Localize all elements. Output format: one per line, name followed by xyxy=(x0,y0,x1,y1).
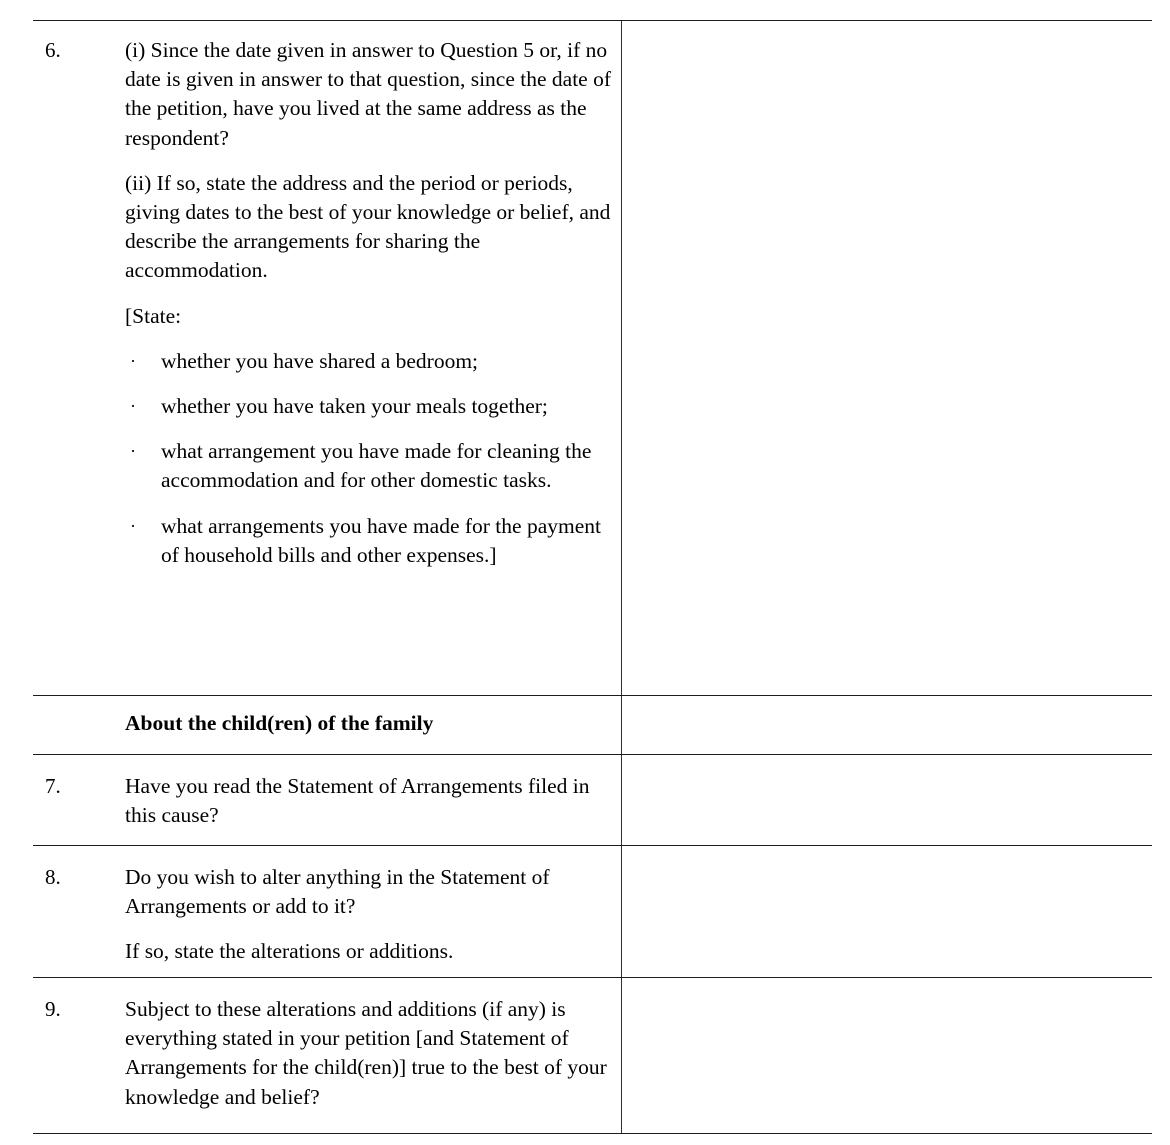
question-number: 7. xyxy=(45,774,61,798)
question-bullet-list xyxy=(125,347,615,570)
table-row-question-8 xyxy=(33,845,1152,977)
bullet-point-icon: · xyxy=(130,515,136,536)
answer-area[interactable] xyxy=(633,695,1152,754)
question-paragraph: Subject to these alterations and additions (if any) is everything stated in your petition [and Statement of Arrangements for the child(ren)] true to the best of your knowledge and belief? xyxy=(125,997,607,1109)
list-item-label: what arrangements you have made for the payment of household bills and other expenses.] xyxy=(161,513,601,567)
bullet-point-icon: · xyxy=(130,441,136,462)
table-row-question-9 xyxy=(33,977,1152,1133)
answer-area[interactable] xyxy=(633,754,1152,845)
question-text xyxy=(125,772,615,830)
answer-area[interactable] xyxy=(633,20,1152,695)
list-item-label: what arrangement you have made for cleaning the accommodation and for other domestic tasks. xyxy=(161,439,592,493)
list-item-label: whether you have shared a bedroom; xyxy=(161,348,479,373)
bullet-point-icon: · xyxy=(130,350,136,371)
question-text xyxy=(125,863,615,967)
list-item xyxy=(125,347,615,376)
question-paragraph: Do you wish to alter anything in the Statement of Arrangements or add to it? xyxy=(125,865,550,919)
list-item xyxy=(125,512,615,570)
table-row-question-7 xyxy=(33,754,1152,845)
question-paragraph: (i) Since the date given in answer to Question 5 or, if no date is given in answer to that question, since the date of the petition, have you lived at the same address as the respondent? xyxy=(125,38,612,150)
question-text xyxy=(125,36,615,570)
question-text xyxy=(125,995,615,1112)
question-paragraph: [State: xyxy=(125,303,182,328)
question-paragraph: If so, state the alterations or additions. xyxy=(125,939,454,964)
question-paragraph: Have you read the Statement of Arrangements filed in this cause? xyxy=(125,774,590,828)
list-item xyxy=(125,392,615,421)
question-number: 9. xyxy=(45,997,61,1021)
table-row-question-6 xyxy=(33,20,1152,695)
table-row-section-heading xyxy=(33,695,1152,754)
question-paragraph: (ii) If so, state the address and the period or periods, giving dates to the best of your knowledge or belief, and describe the arrangements for sharing the accommodation. xyxy=(125,170,611,283)
section-heading: About the child(ren) of the family xyxy=(125,711,434,735)
answer-area[interactable] xyxy=(633,845,1152,977)
bullet-point-icon: · xyxy=(130,396,136,417)
answer-area[interactable] xyxy=(633,977,1152,1133)
question-number: 8. xyxy=(45,865,61,889)
list-item-label: whether you have taken your meals together; xyxy=(161,394,548,419)
list-item xyxy=(125,437,615,495)
question-number: 6. xyxy=(45,38,61,62)
table-bottom-border xyxy=(33,1133,1152,1134)
